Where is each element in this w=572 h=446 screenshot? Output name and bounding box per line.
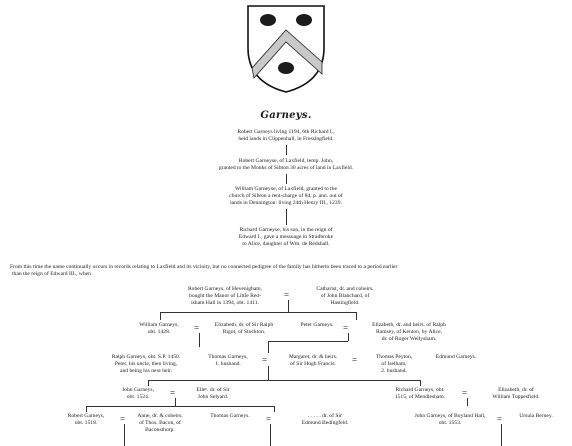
elizabeth-ramsey: Elizabeth, dr. and heirs. of Ralph Ramsey, of Kenton, by Alice, dr. of Roger Wellysham. (372, 322, 446, 343)
lineage-richard: Richard Garneyse, his son, in the reign of Edward I., gave a messuage in Stradbroke to Alice, daughter of Wm. de Redshall. (238, 227, 334, 248)
marriage-sign: = (262, 355, 268, 365)
william-garneys: William Garneys, obt. 1428. (139, 322, 179, 336)
marriage-sign: = (352, 355, 358, 365)
robert-garneys-hevenigham: Robert Garneys, of Hevenigham, bought the Manor of Little Red- isham Hall in 1394, obt. 1411. (187, 286, 263, 307)
pedigree-line (199, 333, 200, 347)
thomas-garneys-gen5: Thomas Garneys. (210, 413, 250, 419)
pedigree-line (274, 406, 275, 412)
pedigree-line (160, 312, 161, 320)
page-title: Garneys. (260, 110, 312, 121)
pedigree-line (420, 380, 421, 386)
pedigree-line (286, 174, 287, 184)
thomas-garneys-1: Thomas Garneys, 1. husband. (208, 354, 248, 368)
marriage-sign: = (194, 323, 200, 333)
catharist-blanchard: Catharist, dr. and coheirs. of John Blanchard, of Hastingfield. (316, 286, 374, 307)
pedigree-line (86, 406, 274, 407)
pedigree-line (268, 341, 269, 353)
lineage-robert-john: Robert Garneyse, of Laxfield, temp. John, granted to the Monks of Sibton 30 acres of land in Laxfield. (218, 158, 354, 172)
coat-of-arms-shield (244, 2, 328, 94)
dr-of-sir-edmund-bedingfeld: . . . . . dr. of Sir Edmund Bedingfeld. (301, 413, 349, 427)
elizabeth-bigot: Elizabeth, dr. of Sir Ralph Bigot, of Stockton. (214, 322, 274, 336)
lineage-william: William Garneyse, of Laxfield, granted to the church of Sibton a rent-charge of 8d. p. ann. out of lands in Dennington: living 24th Henry III., 1239. (229, 186, 343, 207)
pedigree-line (467, 398, 468, 406)
pedigree-line (148, 380, 149, 386)
john-garneys-1524: John Garneys, obt. 1524. (121, 387, 154, 401)
shield-outline (248, 6, 324, 92)
ursula-berney: Ursula Berney. (519, 413, 553, 419)
pedigree-line (124, 424, 125, 446)
thomas-peyton: Thomas Peyton, of Iselham, 2. husband. (375, 354, 413, 375)
marriage-sign: = (343, 323, 349, 333)
elizabeth-toppesfield: Elizabeth, dr. of William Toppesfield. (492, 387, 540, 401)
anne-bacon: Anne, dr. & coheirs. of Thos. Bacon, of Baconsthorp. (137, 413, 183, 434)
marriage-sign: = (284, 290, 290, 300)
pedigree-line (501, 424, 502, 446)
marriage-sign: = (462, 388, 468, 398)
pedigree-line (356, 312, 357, 320)
lineage-robert-1194: Robert Garneys living 1194, 6th Richard I., held lands in Clippenhall, in Fressingfield. (237, 129, 335, 143)
pedigree-line (268, 366, 269, 380)
pedigree-line (288, 300, 289, 312)
pedigree-line (175, 398, 176, 406)
robert-garneys-1518: Robert Garneys, obt. 1518. (67, 413, 105, 427)
marriage-sign: = (120, 414, 126, 424)
ellen-selyard: Elleⁿ. dr. of Sir John Selyard. (196, 387, 230, 401)
pedigree-line (148, 380, 420, 381)
peter-garneys: Peter Garneys. (300, 322, 334, 328)
pedigree-line (86, 406, 87, 412)
pedigree-line (348, 333, 349, 341)
pedigree-line (286, 145, 287, 155)
pedigree-line (270, 424, 271, 446)
pedigree-line (160, 312, 356, 313)
marriage-sign: = (497, 414, 503, 424)
richard-garneys-mendlesham: Richard Garneys, obt. 1515, of Mendlesham. (394, 387, 446, 401)
john-garneys-boyland: John Garneys, of Boyland Hall, obt. 1553. (414, 413, 486, 427)
paragraph-intro: From this time the name continually occurs in records relating to Laxfield and its vicinity, but no connected pedigree of the family has hitherto been traced to a period earlier than the reign of Edward III., when (10, 264, 398, 278)
pedigree-line (268, 341, 348, 342)
ralph-garneys: Ralph Garneys, obt. S.P. 1450. Peter, his uncle, then living, and being his next heir. (111, 354, 181, 375)
margaret-francis: Margaret, dr. & heirs. of Sir Hugh Francis. (288, 354, 338, 368)
marriage-sign: = (266, 414, 272, 424)
pedigree-line (286, 209, 287, 225)
edmund-garneys: Edmund Garneys. (435, 354, 477, 360)
marriage-sign: = (170, 388, 176, 398)
